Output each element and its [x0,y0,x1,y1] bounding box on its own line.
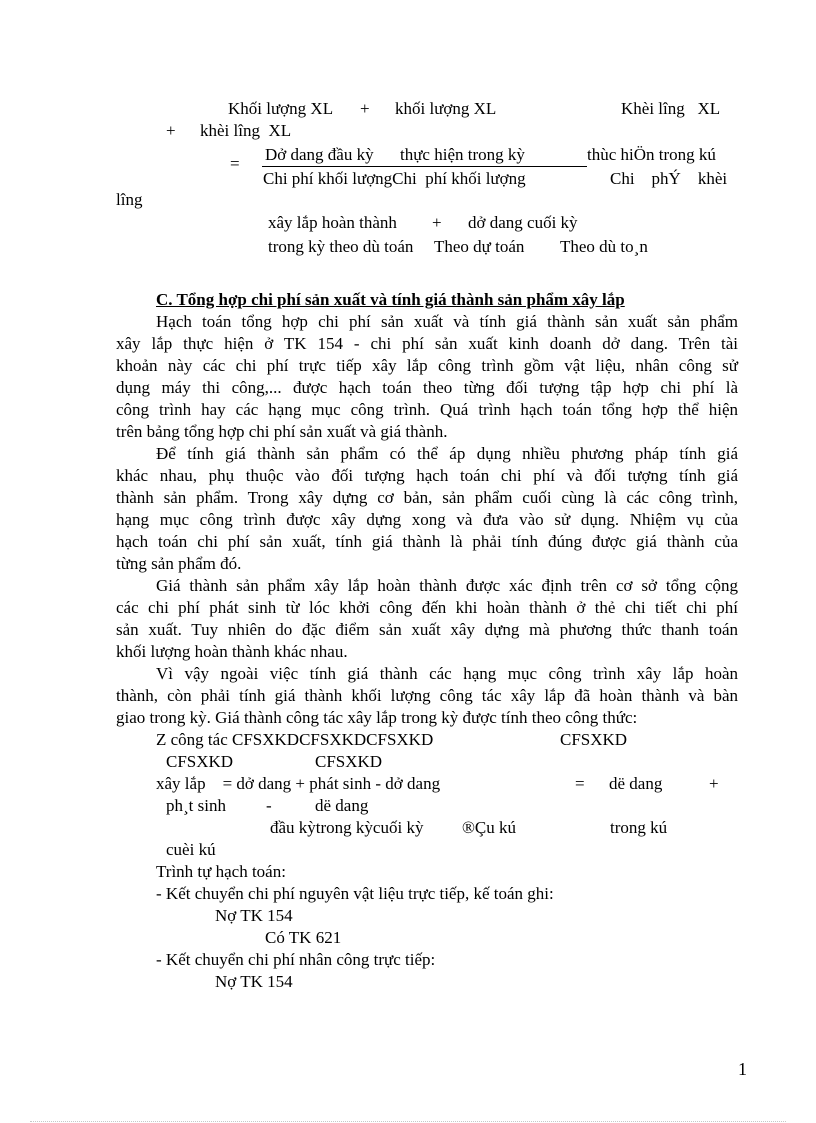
formula2-line3-c: dë dang [609,774,663,793]
formula1-term-c: Khèi lîng XL [621,99,721,118]
p1-line: dụng máy thi công,... được hạch toán theo từng đối tượng tập hợp chi phí là [116,378,738,397]
p2-line: từng sản phẩm đó. [116,554,242,573]
page-number: 1 [738,1059,747,1079]
formula2-line5-b: ®Çu kú [462,818,517,837]
p3-line: sản xuất. Tuy nhiên do đặc điểm sản xuất xây dựng mà phương thức thanh toán [116,620,738,639]
p4-line: thành, còn phải tính giá thành khối lượng công tác xây lắp đã hoàn thành và bàn [116,686,738,705]
formula1-term-d: khèi lîng XL [200,121,292,140]
formula2-line5-a: đầu kỳtrong kỳcuối kỳ [270,818,424,837]
formula2-line3-eq: = [575,774,585,793]
formula2-line4-minus: - [266,796,272,815]
formula1-line6-plus: + [432,213,442,232]
formula1-equals: = [230,154,240,173]
p1-line: khoản này các chi phí trực tiếp xây lắp công trình gồm vật liệu, nhân công sử [116,356,738,375]
p3-line: các chi phí phát sinh từ lóc khởi công đến khi hoàn thành ở thẻ chi tiết chi phí [116,598,738,617]
formula1-plus: + [360,99,370,118]
p2-line: hạng mục công trình được xây dựng xong và đưa vào sử dụng. Nhiệm vụ của [116,510,738,529]
p2-line: Để tính giá thành sản phẩm có thể áp dụng nhiều phương pháp tính giá [156,444,738,463]
p1-line: công trình hay các hạng mục công trình. Quá trình hạch toán tổng hợp thể hiện [116,400,738,419]
formula1-line7-c: Theo dù to¸n [560,237,648,256]
formula1-term-a: Khối lượng XL [228,99,334,118]
formula2-line4-a: ph¸t sinh [166,796,226,815]
page-bottom-divider [30,1121,786,1122]
p1-line: xây lắp thực hiện ở TK 154 - chi phí sản xuất kinh doanh dở dang. Trên tài [116,334,738,353]
formula2-line5-c: trong kú [610,818,668,837]
formula2-line4-c: dë dang [315,796,369,815]
formula2-line2-a: CFSXKD [166,752,234,771]
steps-heading: Trình tự hạch toán: [156,862,286,881]
formula1-numerator-b: thực hiện trong kỳ [400,145,525,164]
p4-line: giao trong kỳ. Giá thành công tác xây lắp trong kỳ được tính theo công thức: [116,708,638,727]
p3-line: khối lượng hoàn thành khác nhau. [116,642,348,661]
p2-line: thành sản phẩm. Trong xây dựng cơ bản, sản phẩm cuối cùng là các công trình, [116,488,738,507]
formula1-numerator-a: Dở dang đầu kỳ [265,145,374,164]
formula1-wrap: lîng [116,190,143,209]
p4-line: Vì vậy ngoài việc tính giá thành các hạng mục công trình xây lắp hoàn [156,664,738,683]
formula2-line6: cuèi kú [166,840,216,859]
formula2-line1-b: CFSXKD [560,730,628,749]
p1-line: Hạch toán tổng hợp chi phí sản xuất và tính giá thành sản xuất sản phẩm [156,312,738,331]
formula2-line2-b: CFSXKD [315,752,383,771]
p2-line: hạch toán chi phí sản xuất, tính giá thành là phải tính đúng được giá thành của [116,532,738,551]
formula1-plus-2: + [166,121,176,140]
formula1-line6-c: dở dang cuối kỳ [468,213,578,232]
formula2-line3-plus: + [709,774,719,793]
formula1-line7-b: Theo dự toán [434,237,525,256]
p1-line: trên bảng tổng hợp chi phí sản xuất và giá thành. [116,422,448,441]
p2-line: khác nhau, phụ thuộc vào đối tượng hạch toán chi phí và đối tượng tính giá [116,466,738,485]
step-1-debit: Nợ TK 154 [215,906,293,925]
step-2: - Kết chuyển chi phí nhân công trực tiếp: [156,950,436,969]
formula1-term-b: khối lượng XL [395,99,497,118]
step-1: - Kết chuyển chi phí nguyên vật liệu trực tiếp, kế toán ghi: [156,884,554,903]
p3-line: Giá thành sản phẩm xây lắp hoàn thành được xác định trên cơ sở tổng cộng [156,576,738,595]
formula1-denominator-b: Chi phÝ khèi [610,169,728,188]
section-title: C. Tổng hợp chi phí sản xuất và tính giá thành sản phẩm xây lắp [156,290,625,309]
step-1-credit: Có TK 621 [265,928,342,947]
formula1-line7-a: trong kỳ theo dù toán [268,237,414,256]
step-2-debit: Nợ TK 154 [215,972,293,991]
formula1-line6-a: xây lắp hoàn thành [268,213,397,232]
formula1-fraction-bar [262,166,587,167]
formula1-denominator-a: Chi phí khối lượngChi phí khối lượng [263,169,526,188]
formula2-line1-a: Z công tác CFSXKDCFSXKDCFSXKD [156,730,434,749]
formula1-numerator-c: thùc hiÖn trong kú [587,145,716,164]
formula2-line3-a: xây lắp = dở dang + phát sinh - dở dang [156,774,441,793]
